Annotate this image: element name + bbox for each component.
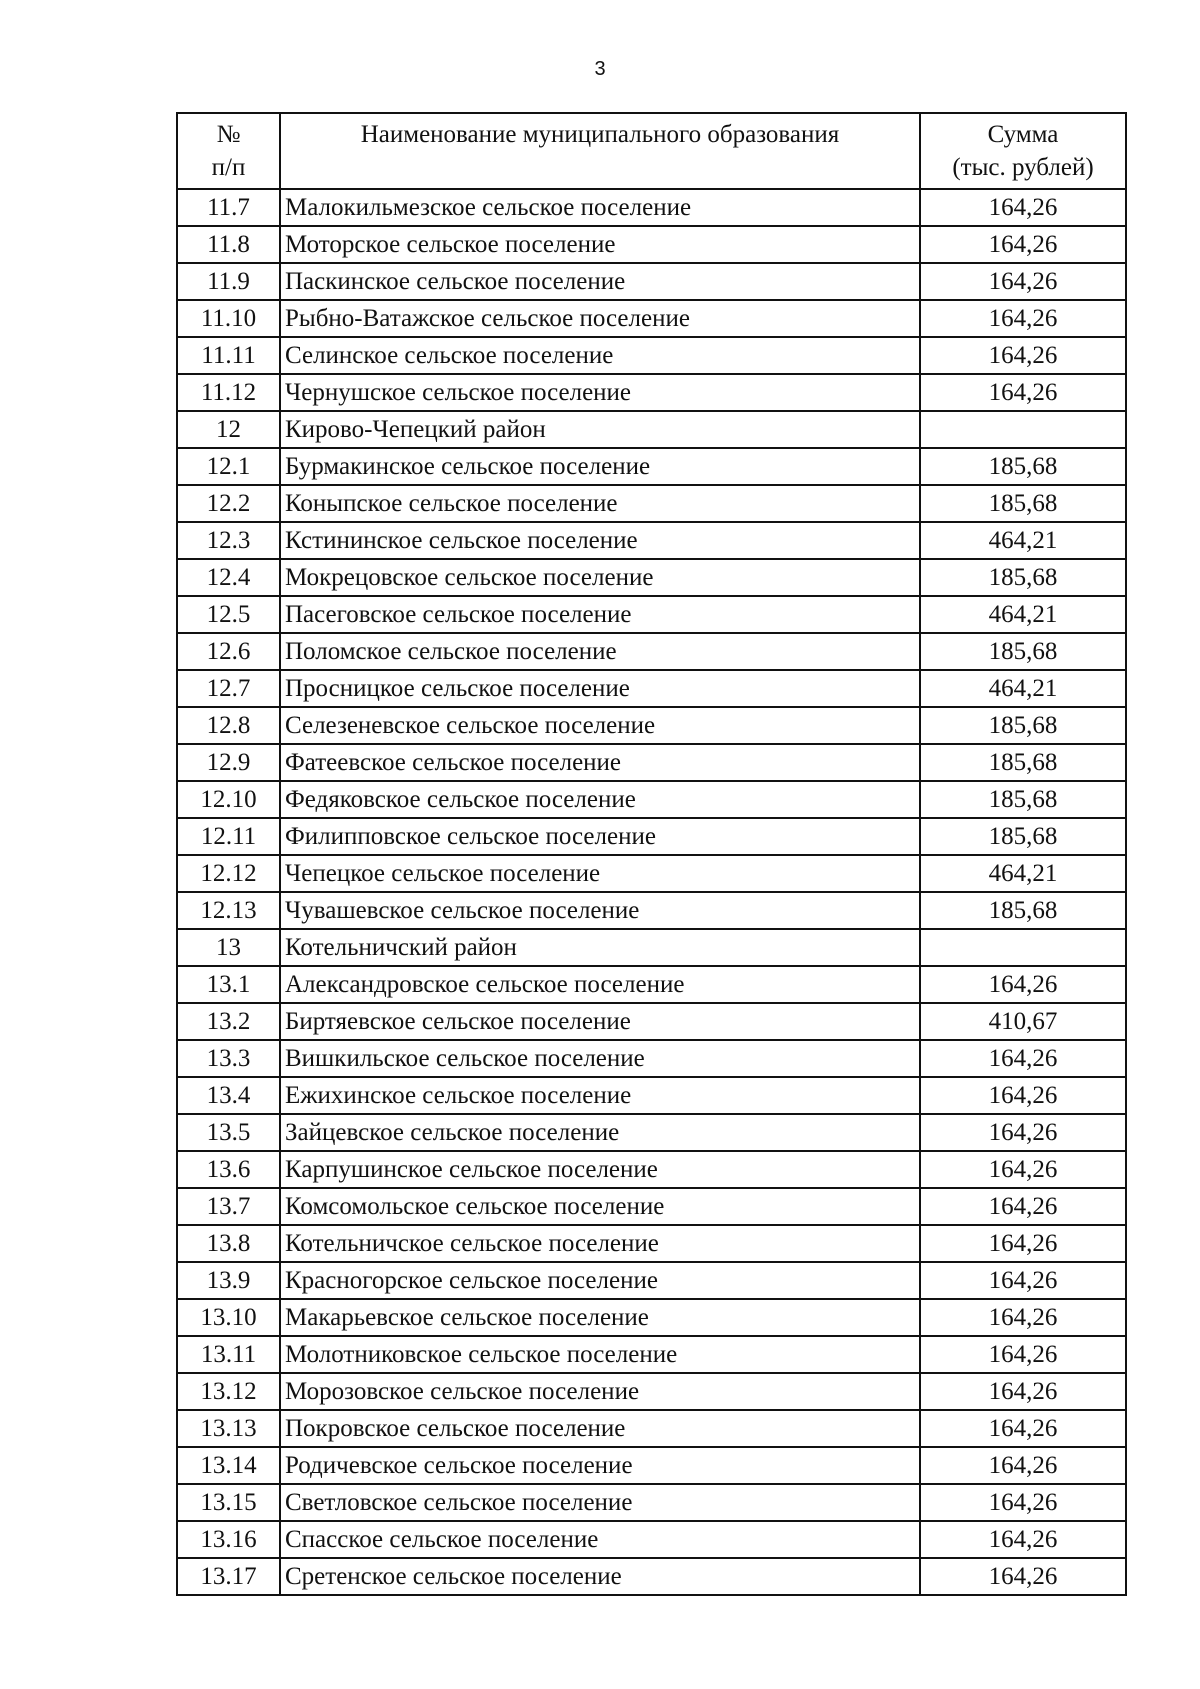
table-row (177, 966, 1126, 1003)
row-name-cell: Комсомольское сельское поселение (280, 1188, 920, 1225)
table-row (177, 1262, 1126, 1299)
row-sum-cell: 164,26 (920, 1521, 1126, 1558)
row-sum-cell: 464,21 (920, 596, 1126, 633)
row-sum-cell: 464,21 (920, 670, 1126, 707)
row-number-cell: 13.9 (177, 1262, 280, 1299)
row-name-cell: Рыбно-Ватажское сельское поселение (280, 300, 920, 337)
row-sum-cell: 164,26 (920, 1336, 1126, 1373)
page-number: 3 (594, 58, 606, 80)
header-name-text: Наименование муниципального образования (360, 121, 840, 148)
row-sum-cell: 185,68 (920, 485, 1126, 522)
row-sum-cell: 164,26 (920, 1262, 1126, 1299)
allocation-table (176, 112, 1127, 1596)
row-sum-cell: 185,68 (920, 559, 1126, 596)
row-sum-cell: 185,68 (920, 448, 1126, 485)
row-name-cell: Ежихинское сельское поселение (280, 1077, 920, 1114)
table-row (177, 226, 1126, 263)
row-name-cell: Молотниковское сельское поселение (280, 1336, 920, 1373)
row-number-cell: 12.5 (177, 596, 280, 633)
row-sum-cell: 164,26 (920, 300, 1126, 337)
row-number-cell: 12.13 (177, 892, 280, 929)
row-number-cell: 12.1 (177, 448, 280, 485)
row-sum-cell: 164,26 (920, 1040, 1126, 1077)
row-sum-cell: 164,26 (920, 189, 1126, 226)
row-name-cell: Котельничское сельское поселение (280, 1225, 920, 1262)
row-number-cell: 11.10 (177, 300, 280, 337)
row-name-cell: Котельничский район (280, 929, 920, 966)
row-sum-cell: 464,21 (920, 522, 1126, 559)
table-row (177, 633, 1126, 670)
table-row (177, 300, 1126, 337)
row-number-cell: 11.12 (177, 374, 280, 411)
header-number (177, 113, 280, 189)
row-name-cell: Селезеневское сельское поселение (280, 707, 920, 744)
table-body (177, 189, 1126, 1595)
header-sum (920, 113, 1126, 189)
row-name-cell: Поломское сельское поселение (280, 633, 920, 670)
row-number-cell: 12.2 (177, 485, 280, 522)
row-sum-cell: 164,26 (920, 226, 1126, 263)
table-row (177, 1077, 1126, 1114)
row-number-cell: 13.10 (177, 1299, 280, 1336)
row-sum-cell (920, 411, 1126, 448)
row-name-cell: Мокрецовское сельское поселение (280, 559, 920, 596)
table-row (177, 707, 1126, 744)
table-row (177, 411, 1126, 448)
row-name-cell: Селинское сельское поселение (280, 337, 920, 374)
row-name-cell: Фатеевское сельское поселение (280, 744, 920, 781)
row-sum-cell: 185,68 (920, 744, 1126, 781)
row-sum-cell: 164,26 (920, 374, 1126, 411)
table-row (177, 744, 1126, 781)
table-row (177, 781, 1126, 818)
row-name-cell: Биртяевское сельское поселение (280, 1003, 920, 1040)
row-name-cell: Макарьевское сельское поселение (280, 1299, 920, 1336)
row-name-cell: Кстининское сельское поселение (280, 522, 920, 559)
row-number-cell: 11.8 (177, 226, 280, 263)
table-row (177, 448, 1126, 485)
row-number-cell: 13.4 (177, 1077, 280, 1114)
row-number-cell: 12.9 (177, 744, 280, 781)
row-sum-cell: 164,26 (920, 1225, 1126, 1262)
table-row (177, 1336, 1126, 1373)
table-row (177, 1151, 1126, 1188)
row-name-cell: Просницкое сельское поселение (280, 670, 920, 707)
row-sum-cell: 464,21 (920, 855, 1126, 892)
table-row (177, 596, 1126, 633)
row-number-cell: 12.6 (177, 633, 280, 670)
row-sum-cell: 164,26 (920, 1114, 1126, 1151)
table-row (177, 1484, 1126, 1521)
row-sum-cell: 164,26 (920, 1410, 1126, 1447)
row-number-cell: 12.4 (177, 559, 280, 596)
row-name-cell: Александровское сельское поселение (280, 966, 920, 1003)
row-name-cell: Красногорское сельское поселение (280, 1262, 920, 1299)
table-row (177, 1521, 1126, 1558)
row-number-cell: 12.3 (177, 522, 280, 559)
table-row (177, 1299, 1126, 1336)
row-sum-cell: 164,26 (920, 1558, 1126, 1595)
header-number-line2: п/п (211, 154, 246, 181)
table-row (177, 892, 1126, 929)
row-name-cell: Кирово-Чепецкий район (280, 411, 920, 448)
row-number-cell: 12.12 (177, 855, 280, 892)
row-name-cell: Сретенское сельское поселение (280, 1558, 920, 1595)
table-row (177, 263, 1126, 300)
row-number-cell: 13 (177, 929, 280, 966)
row-number-cell: 13.11 (177, 1336, 280, 1373)
row-sum-cell: 164,26 (920, 1151, 1126, 1188)
row-sum-cell: 164,26 (920, 1447, 1126, 1484)
row-number-cell: 12.10 (177, 781, 280, 818)
table-row (177, 1114, 1126, 1151)
row-number-cell: 13.12 (177, 1373, 280, 1410)
header-sum-line1: Сумма (987, 121, 1059, 148)
row-name-cell: Светловское сельское поселение (280, 1484, 920, 1521)
row-sum-cell: 410,67 (920, 1003, 1126, 1040)
table-row (177, 1040, 1126, 1077)
table-row (177, 189, 1126, 226)
row-sum-cell: 164,26 (920, 1077, 1126, 1114)
row-number-cell: 12 (177, 411, 280, 448)
row-name-cell: Паскинское сельское поселение (280, 263, 920, 300)
table-row (177, 1373, 1126, 1410)
row-name-cell: Федяковское сельское поселение (280, 781, 920, 818)
row-name-cell: Моторское сельское поселение (280, 226, 920, 263)
row-sum-cell: 185,68 (920, 707, 1126, 744)
table-row (177, 670, 1126, 707)
row-number-cell: 13.15 (177, 1484, 280, 1521)
row-sum-cell: 185,68 (920, 892, 1126, 929)
row-sum-cell: 164,26 (920, 337, 1126, 374)
row-number-cell: 13.13 (177, 1410, 280, 1447)
header-name (280, 113, 920, 189)
table-row (177, 1225, 1126, 1262)
row-name-cell: Родичевское сельское поселение (280, 1447, 920, 1484)
row-name-cell: Филипповское сельское поселение (280, 818, 920, 855)
table-row (177, 485, 1126, 522)
row-sum-cell: 164,26 (920, 263, 1126, 300)
row-number-cell: 13.3 (177, 1040, 280, 1077)
row-name-cell: Малокильмезское сельское поселение (280, 189, 920, 226)
table-row (177, 929, 1126, 966)
row-name-cell: Коныпское сельское поселение (280, 485, 920, 522)
table-row (177, 1188, 1126, 1225)
row-sum-cell (920, 929, 1126, 966)
row-name-cell: Пасеговское сельское поселение (280, 596, 920, 633)
row-number-cell: 12.8 (177, 707, 280, 744)
row-name-cell: Покровское сельское поселение (280, 1410, 920, 1447)
table-row (177, 1410, 1126, 1447)
row-name-cell: Бурмакинское сельское поселение (280, 448, 920, 485)
row-number-cell: 11.11 (177, 337, 280, 374)
table-row (177, 522, 1126, 559)
table-row (177, 337, 1126, 374)
row-number-cell: 13.1 (177, 966, 280, 1003)
row-name-cell: Чепецкое сельское поселение (280, 855, 920, 892)
row-sum-cell: 185,68 (920, 818, 1126, 855)
table-header (177, 113, 1126, 189)
row-number-cell: 13.16 (177, 1521, 280, 1558)
table-row (177, 559, 1126, 596)
table-row (177, 1447, 1126, 1484)
table-row (177, 855, 1126, 892)
table-header-row (177, 113, 1126, 189)
row-sum-cell: 164,26 (920, 1188, 1126, 1225)
row-number-cell: 13.2 (177, 1003, 280, 1040)
row-name-cell: Чувашевское сельское поселение (280, 892, 920, 929)
row-number-cell: 13.5 (177, 1114, 280, 1151)
row-number-cell: 13.7 (177, 1188, 280, 1225)
row-sum-cell: 164,26 (920, 966, 1126, 1003)
table-row (177, 1003, 1126, 1040)
row-number-cell: 12.11 (177, 818, 280, 855)
row-name-cell: Спасское сельское поселение (280, 1521, 920, 1558)
row-number-cell: 12.7 (177, 670, 280, 707)
row-name-cell: Морозовское сельское поселение (280, 1373, 920, 1410)
row-number-cell: 13.8 (177, 1225, 280, 1262)
row-sum-cell: 185,68 (920, 781, 1126, 818)
header-sum-line2: (тыс. рублей) (952, 154, 1094, 181)
row-sum-cell: 164,26 (920, 1484, 1126, 1521)
row-number-cell: 13.17 (177, 1558, 280, 1595)
header-number-line1: № (216, 121, 241, 148)
row-name-cell: Чернушское сельское поселение (280, 374, 920, 411)
row-number-cell: 11.9 (177, 263, 280, 300)
row-number-cell: 13.14 (177, 1447, 280, 1484)
row-sum-cell: 185,68 (920, 633, 1126, 670)
row-name-cell: Зайцевское сельское поселение (280, 1114, 920, 1151)
row-number-cell: 13.6 (177, 1151, 280, 1188)
row-number-cell: 11.7 (177, 189, 280, 226)
row-name-cell: Вишкильское сельское поселение (280, 1040, 920, 1077)
table-row (177, 818, 1126, 855)
table-row (177, 1558, 1126, 1595)
row-sum-cell: 164,26 (920, 1299, 1126, 1336)
table-row (177, 374, 1126, 411)
row-sum-cell: 164,26 (920, 1373, 1126, 1410)
row-name-cell: Карпушинское сельское поселение (280, 1151, 920, 1188)
